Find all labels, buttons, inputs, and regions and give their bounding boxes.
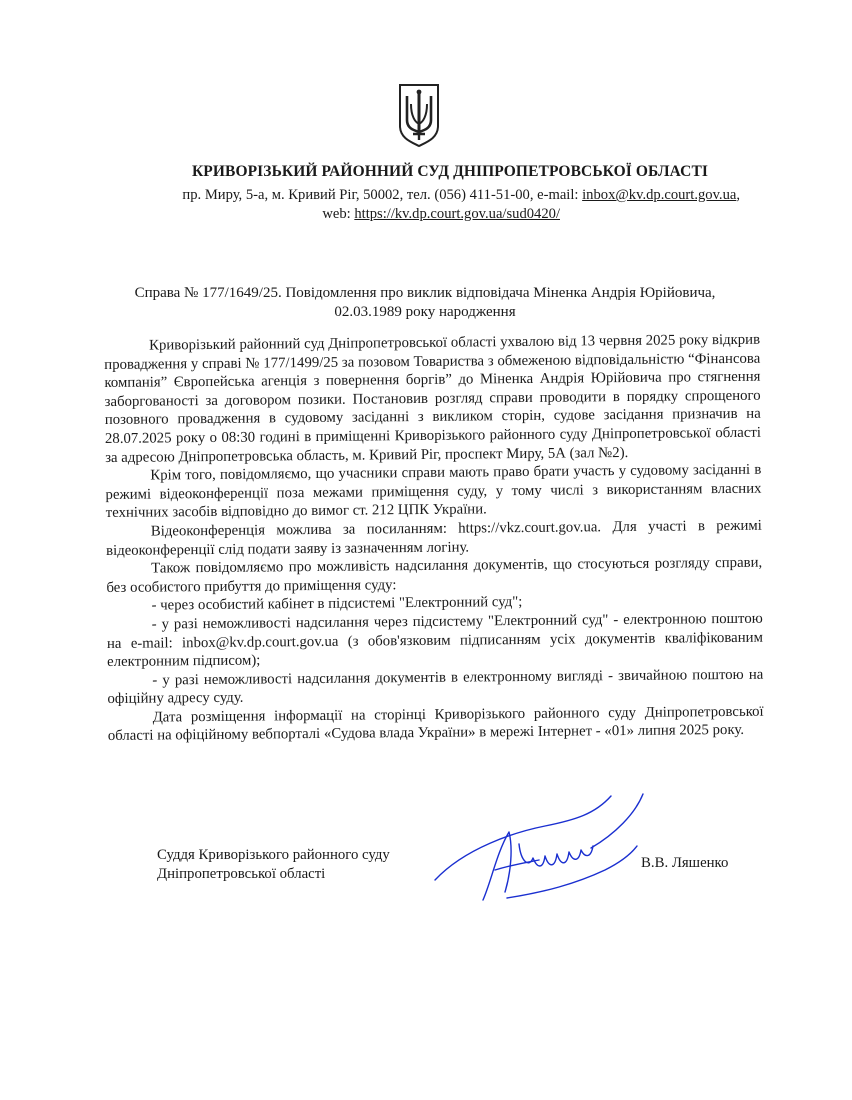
email-link[interactable]: inbox@kv.dp.court.gov.ua <box>582 187 737 203</box>
position-line-2: Дніпропетровської області <box>157 866 326 882</box>
case-heading-line-2: 02.03.1989 року народження <box>334 304 516 320</box>
case-heading-line-1: Справа № 177/1649/25. Повідомлення про виклик відповідача Міненка Андрія Юрійовича, <box>134 285 716 301</box>
handwritten-signature-icon <box>425 788 650 916</box>
paragraph-videoconference-right: Крім того, повідомляємо, що учасники справи мають право брати участь у судовому засіданні в режимі відеоконференції поза межами приміщення суду, у тому числі з використанням власних технічних засобів відповідно до вимог ст. 212 ЦПК України. <box>105 461 762 522</box>
website-link[interactable]: https://kv.dp.court.gov.ua/sud0420/ <box>354 206 560 222</box>
list-item-electronic-court: - через особистий кабінет в підсистемі "Електронний суд"; <box>151 594 523 614</box>
trident-coat-of-arms-icon <box>397 82 441 148</box>
case-heading <box>100 284 750 322</box>
judge-position <box>157 846 390 884</box>
court-title: КРИВОРІЗЬКИЙ РАЙОННИЙ СУД ДНІПРОПЕТРОВСЬКОЇ ОБЛАСТІ <box>191 163 709 180</box>
address-line <box>100 186 740 205</box>
address-suffix: , <box>736 187 740 203</box>
web-line <box>100 205 740 224</box>
paragraph-documents-intro: Також повідомляємо про можливість надсилання документів, що стосуються розгляду справи, без особистого прибуття до приміщення суду: <box>106 554 763 596</box>
paragraph-publication-date: Дата розміщення інформації на сторінці Криворізького районного суду Дніпропетровської області на офіційному вебпорталі «Судова влада України» в мережі Інтернет - «01» липня 2025 року. <box>107 703 764 745</box>
list-item-email: - у разі неможливості надсилання через підсистему "Електронний суд" - електронною поштою на e-mail: inbox@kv.dp.court.gov.ua (з обов'язковим підписанням усіх документів кваліфікованим електронним підписом); <box>106 610 763 671</box>
notice-body <box>104 331 764 746</box>
paragraph-ruling: Криворізький районний суд Дніпропетровської області ухвалою від 13 червня 2025 року відкрив провадження у справі № 177/1499/25 за позовом Товариства з обмеженою відповідальністю “Фінансова компанія” Європейська агенція з повернення боргів” до Міненка Андрія Юрійовича про стягнення заборгованості за договором позики. Постановив розгляд справи проводити в порядку спрощеного позовного провадження в судовому засіданні з викликом сторін, судове засідання призначив на 28.07.2025 року о 08:30 годині в приміщенні Криворізького районного суду Дніпропетровської області за адресою Дніпропетровська область, м. Кривий Ріг, проспект Миру, 5А (зал №2). <box>104 331 762 466</box>
judge-name: В.В. Ляшенко <box>641 855 729 871</box>
list-item-post: - у разі неможливості надсилання документів в електронному вигляді - звичайною поштою на офіційну адресу суду. <box>107 666 764 708</box>
court-contacts <box>100 186 740 224</box>
position-line-1: Суддя Криворізького районного суду <box>157 847 390 863</box>
web-label: web: <box>322 206 355 222</box>
paragraph-videoconference-link: Відеоконференція можлива за посиланням: https://vkz.court.gov.ua. Для участі в режимі відеоконференції слід подати заяву із зазначенням логіну. <box>105 517 762 559</box>
address-text: пр. Миру, 5-а, м. Кривий Ріг, 50002, тел. (056) 411-51-00, e-mail: <box>182 187 583 203</box>
